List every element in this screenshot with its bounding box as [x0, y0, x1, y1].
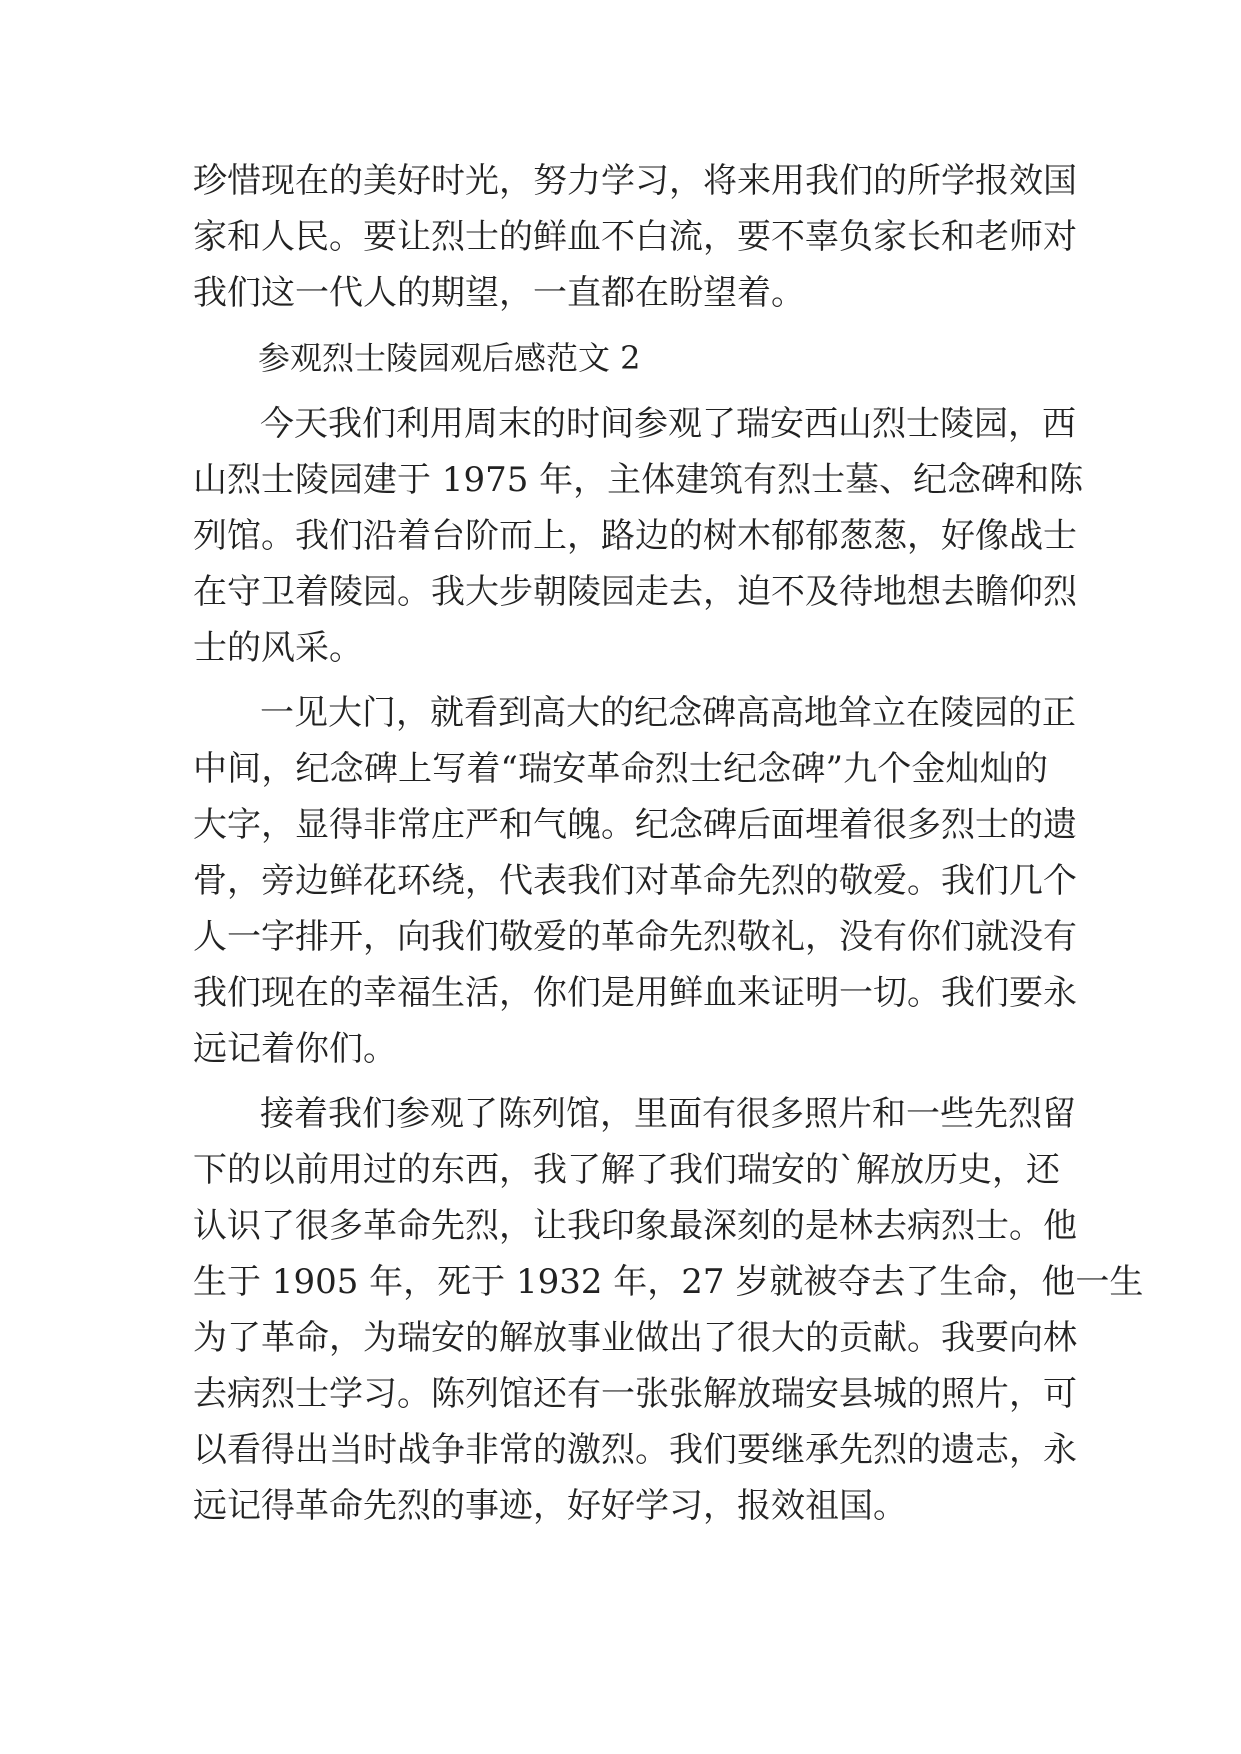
text-line — [0, 1471, 1241, 1541]
line-text: 为了革命，为瑞安的解放事业做出了很大的贡献。我要向林 — [193, 1318, 1077, 1358]
line-text: 士的风采。 — [193, 628, 363, 668]
line-text: 我们现在的幸福生活，你们是用鲜血来证明一切。我们要永 — [193, 973, 1077, 1013]
line-text: 珍惜现在的美好时光，努力学习，将来用我们的所学报效国 — [193, 161, 1077, 201]
line-text: 山烈士陵园建于 1975 年，主体建筑有烈士墓、纪念碑和陈 — [193, 460, 1084, 500]
heading-text: 参观烈士陵园观后感范文 2 — [258, 339, 641, 377]
line-text: 以看得出当时战争非常的激烈。我们要继承先烈的遗志，永 — [193, 1430, 1077, 1470]
line-text: 在守卫着陵园。我大步朝陵园走去，迫不及待地想去瞻仰烈 — [193, 572, 1077, 612]
line-text: 大字，显得非常庄严和气魄。纪念碑后面埋着很多烈士的遗 — [193, 805, 1077, 845]
line-text: 家和人民。要让烈士的鲜血不白流，要不辜负家长和老师对 — [193, 217, 1077, 257]
line-text: 远记得革命先烈的事迹，好好学习，报效祖国。 — [193, 1486, 907, 1526]
line-text: 一见大门，就看到高大的纪念碑高高地耸立在陵园的正 — [260, 693, 1076, 733]
line-text: 今天我们利用周末的时间参观了瑞安西山烈士陵园，西 — [260, 404, 1076, 444]
line-text: 生于 1905 年，死于 1932 年，27 岁就被夺去了生命，他一生 — [193, 1262, 1144, 1302]
line-text: 去病烈士学习。陈列馆还有一张张解放瑞安县城的照片，可 — [193, 1374, 1077, 1414]
line-text: 认识了很多革命先烈，让我印象最深刻的是林去病烈士。他 — [193, 1206, 1077, 1246]
line-text: 中间，纪念碑上写着“瑞安革命烈士纪念碑”九个金灿灿的 — [193, 749, 1048, 789]
line-text: 列馆。我们沿着台阶而上，路边的树木郁郁葱葱，好像战士 — [193, 516, 1077, 556]
line-text: 远记着你们。 — [193, 1029, 397, 1069]
text-line — [0, 613, 1241, 683]
text-line — [0, 258, 1241, 328]
line-text: 人一字排开，向我们敬爱的革命先烈敬礼，没有你们就没有 — [193, 917, 1077, 957]
line-text: 下的以前用过的东西，我了解了我们瑞安的`解放历史，还 — [193, 1150, 1060, 1190]
line-text: 我们这一代人的期望，一直都在盼望着。 — [193, 273, 805, 313]
section-heading — [0, 323, 1241, 393]
line-text: 骨，旁边鲜花环绕，代表我们对革命先烈的敬爱。我们几个 — [193, 861, 1077, 901]
text-line — [0, 1014, 1241, 1084]
line-text: 接着我们参观了陈列馆，里面有很多照片和一些先烈留 — [260, 1094, 1076, 1134]
